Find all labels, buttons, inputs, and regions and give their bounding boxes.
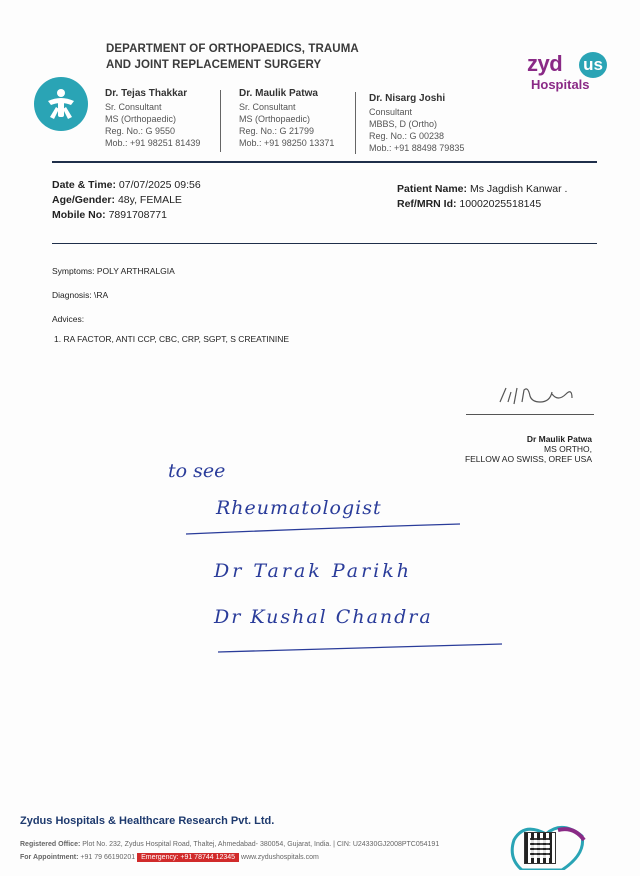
- header-divider: [52, 161, 597, 163]
- mobile-value: 7891708771: [108, 209, 167, 221]
- doctor-column-2: [239, 88, 334, 149]
- doctor-mobile: Mob.: +91 98250 13371: [239, 138, 335, 148]
- datetime-value: 07/07/2025 09:56: [118, 179, 201, 191]
- department-line-2: AND JOINT REPLACEMENT SURGERY: [106, 59, 322, 71]
- footer-website[interactable]: www.zydushospitals.com: [241, 854, 319, 861]
- signatory-qualification: MS ORTHO,: [543, 444, 592, 454]
- agegender-row: [52, 193, 201, 208]
- handwritten-line-4: Dr Kushal Chandra: [214, 606, 433, 628]
- advices-label: Advices:: [52, 314, 85, 324]
- mobile-label: Mobile No:: [52, 209, 106, 221]
- hospital-logo-icon: [527, 51, 607, 97]
- doctor-title: Consultant: [369, 107, 413, 117]
- doctor-title: Sr. Consultant: [105, 102, 162, 112]
- agegender-label: Age/Gender:: [52, 194, 116, 206]
- footer-appointment-line: [20, 854, 319, 861]
- patient-divider: [52, 243, 597, 244]
- advice-item: 1. RA FACTOR, ANTI CCP, CBC, CRP, SGPT, S CREATININE: [54, 334, 290, 344]
- footer-office-line: [20, 841, 439, 848]
- signature-block: [440, 434, 592, 464]
- doctor-separator: [355, 92, 356, 154]
- mobile-row: [52, 208, 201, 223]
- doctor-name: Dr. Nisarg Joshi: [369, 93, 446, 104]
- patient-name-label: Patient Name:: [397, 183, 468, 195]
- doctor-column-3: [369, 93, 464, 154]
- department-line-1: DEPARTMENT OF ORTHOPAEDICS, TRAUMA: [106, 43, 359, 55]
- qr-code-icon: [524, 832, 556, 864]
- doctor-mobile: Mob.: +91 88498 79835: [369, 143, 465, 153]
- doctor-registration: Reg. No.: G 9550: [105, 126, 176, 136]
- datetime-label: Date & Time:: [52, 179, 116, 191]
- doctor-title: Sr. Consultant: [239, 102, 296, 112]
- doctor-column-1: [105, 88, 200, 149]
- logo-brand-circle: us: [579, 52, 607, 78]
- doctor-qualification: MS (Orthopaedic): [105, 114, 177, 124]
- doctor-registration: Reg. No.: G 21799: [239, 126, 315, 136]
- signature-line: [466, 414, 594, 415]
- handwritten-line-3: Dr Tarak Parikh: [214, 560, 413, 582]
- patient-info-right: [397, 182, 567, 212]
- doctor-registration: Reg. No.: G 00238: [369, 131, 445, 141]
- signatory-name: Dr Maulik Patwa: [526, 434, 592, 444]
- doctor-separator: [220, 90, 221, 152]
- logo-brand: zyd: [527, 51, 563, 76]
- doctor-qualification: MS (Orthopaedic): [239, 114, 311, 124]
- handwritten-underline: [216, 640, 506, 660]
- signature-scribble: [486, 380, 586, 416]
- doctor-mobile: Mob.: +91 98251 81439: [105, 138, 201, 148]
- patient-name-value: Ms Jagdish Kanwar .: [469, 183, 568, 195]
- patient-name-row: [397, 182, 567, 197]
- emergency-badge: Emergency: +91 78744 12345: [137, 853, 239, 862]
- doctor-name: Dr. Tejas Thakkar: [105, 88, 188, 99]
- symptoms: Symptoms: POLY ARTHRALGIA: [52, 266, 175, 276]
- handwritten-underline: [184, 520, 464, 540]
- footer-appointment: +91 79 66190201: [80, 854, 136, 861]
- footer-office-label: Registered Office:: [20, 841, 81, 848]
- diagnosis: Diagnosis: \RA: [52, 290, 109, 300]
- footer-office: Plot No. 232, Zydus Hospital Road, Thaltej, Ahmedabad- 380054, Gujarat, India. | CIN: U24330GJ2008PTC054191: [82, 841, 440, 848]
- mrn-value: 10002025518145: [459, 198, 542, 210]
- agegender-value: 48y, FEMALE: [117, 194, 182, 206]
- handwritten-line-1: to see: [168, 460, 226, 482]
- doctor-name: Dr. Maulik Patwa: [239, 88, 318, 99]
- mrn-label: Ref/MRN Id:: [397, 198, 457, 210]
- orthopaedic-emblem-icon: [34, 77, 88, 131]
- doctor-qualification: MBBS, D (Ortho): [369, 119, 438, 129]
- datetime-row: [52, 178, 201, 193]
- department-title: [106, 41, 359, 73]
- footer-company: Zydus Hospitals & Healthcare Research Pvt. Ltd.: [20, 815, 275, 827]
- mrn-row: [397, 197, 567, 212]
- signatory-fellowship: FELLOW AO SWISS, OREF USA: [464, 454, 592, 464]
- footer-appointment-label: For Appointment:: [20, 854, 79, 861]
- patient-info-left: [52, 178, 201, 223]
- handwritten-line-2: Rheumatologist: [216, 497, 382, 519]
- logo-sub: Hospitals: [531, 77, 590, 92]
